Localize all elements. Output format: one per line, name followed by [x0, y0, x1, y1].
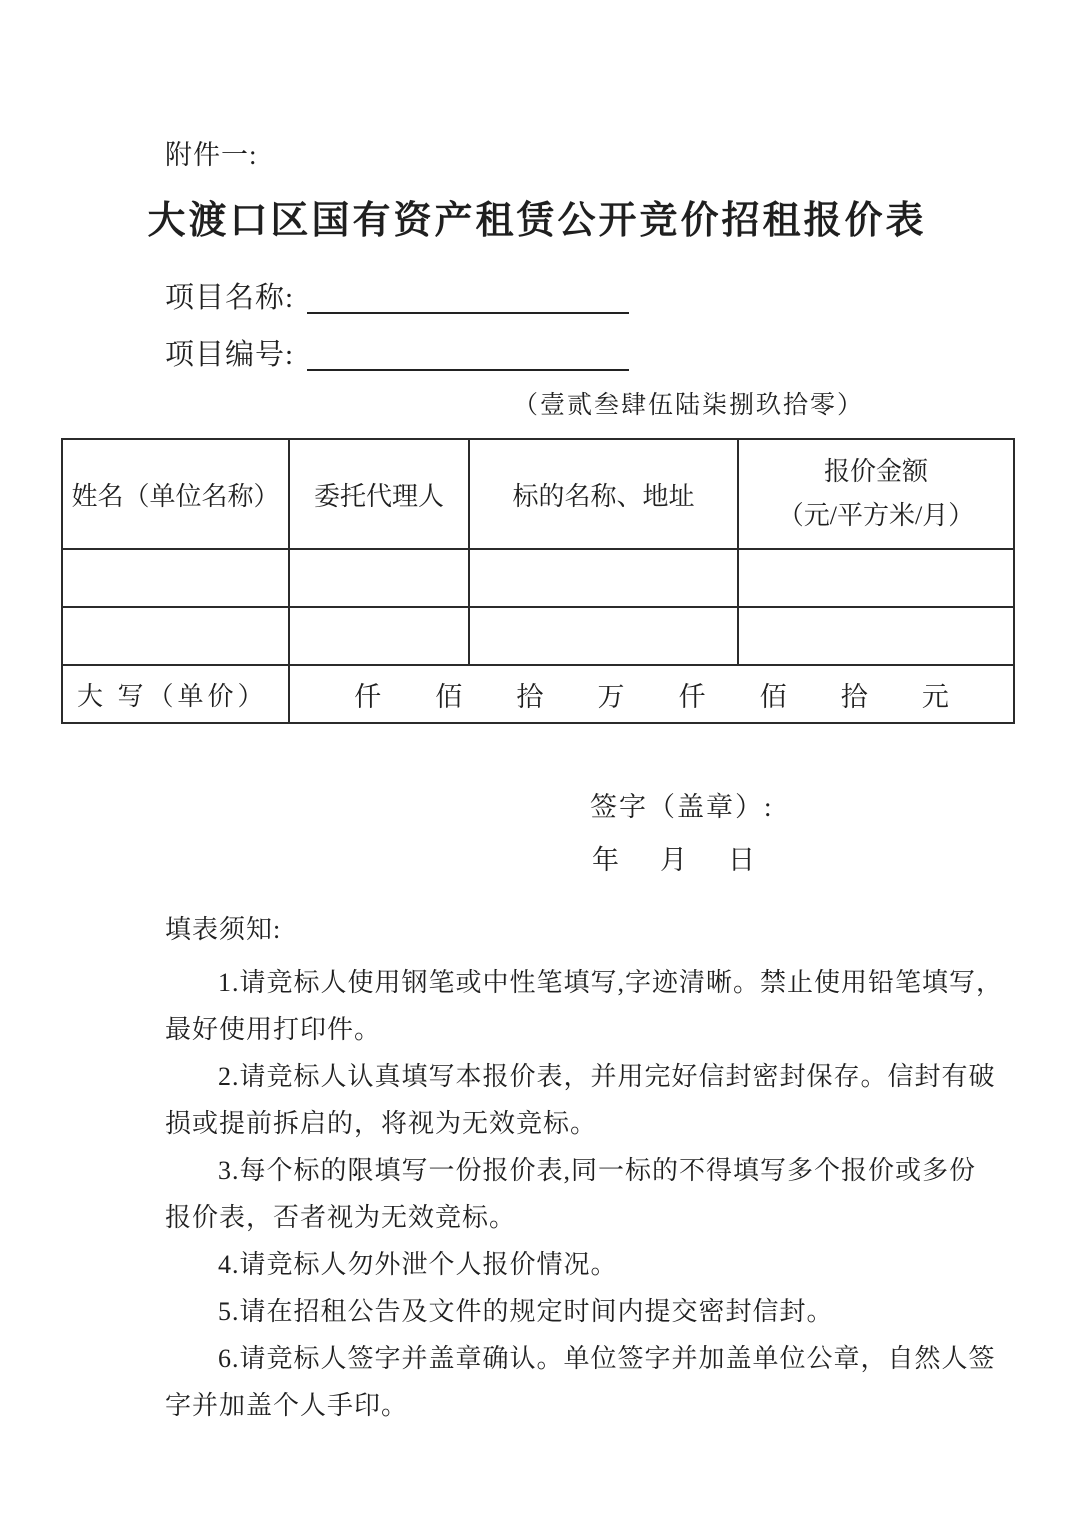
date-line [592, 841, 1013, 879]
quotation-table [61, 438, 1015, 724]
cell-agent[interactable] [289, 607, 469, 665]
note-line: 损或提前拆启的，将视为无效竞标。 [165, 1109, 598, 1138]
cell-subject[interactable] [469, 607, 738, 665]
attachment-label: 附件一: [165, 140, 258, 170]
header-price [738, 439, 1014, 549]
signature-label: 签字（盖章）: [590, 792, 774, 822]
project-number-row [165, 333, 1013, 377]
unit-qian2: 仟 [678, 681, 706, 712]
table-row [62, 607, 1014, 665]
unit-bai1: 佰 [435, 681, 463, 712]
amount-in-words-label: 大 写（单价） [62, 665, 289, 723]
note-line: 最好使用打印件。 [165, 1015, 382, 1044]
unit-shi2: 拾 [840, 681, 868, 712]
date-month-label: 月 [660, 845, 687, 875]
header-subject: 标的名称、地址 [469, 439, 738, 549]
table-row [62, 549, 1014, 607]
project-name-blank[interactable] [307, 283, 629, 314]
project-number-label: 项目编号: [165, 339, 295, 371]
note-line: 5.请在招租公告及文件的规定时间内提交密封信封。 [218, 1297, 834, 1326]
note-line: 4.请竞标人勿外泄个人报价情况。 [218, 1250, 618, 1279]
cell-subject[interactable] [469, 549, 738, 607]
note-line: 1.请竞标人使用钢笔或中性笔填写,字迹清晰。禁止使用铅笔填写， [218, 968, 1004, 997]
note-line: 6.请竞标人签字并盖章确认。单位签字并加盖单位公章，自然人签 [218, 1344, 996, 1373]
note-item [165, 1335, 996, 1429]
note-item [165, 1053, 996, 1147]
unit-shi1: 拾 [516, 681, 544, 712]
cell-price[interactable] [738, 549, 1014, 607]
unit-yuan: 元 [921, 681, 949, 712]
notes-section [165, 959, 1004, 1429]
notes-heading: 填表须知: [165, 915, 282, 944]
amount-in-words-row [62, 665, 1014, 723]
unit-wan: 万 [597, 681, 625, 712]
cell-price[interactable] [738, 607, 1014, 665]
note-line: 2.请竞标人认真填写本报价表，并用完好信封密封保存。信封有破 [218, 1062, 996, 1091]
capital-numerals-note: （壹贰叁肆伍陆柒捌玖拾零） [513, 392, 865, 419]
project-name-label: 项目名称: [165, 282, 295, 314]
note-item [165, 1147, 977, 1241]
unit-qian1: 仟 [354, 681, 382, 712]
note-line: 报价表，否者视为无效竞标。 [165, 1203, 517, 1232]
header-name: 姓名（单位名称） [62, 439, 289, 549]
table-header-row [62, 439, 1014, 549]
page-title: 大渡口区国有资产租赁公开竞价招租报价表 [147, 200, 927, 242]
note-item [165, 1288, 971, 1335]
note-item [165, 1241, 971, 1288]
header-agent: 委托代理人 [289, 439, 469, 549]
cell-name[interactable] [62, 607, 289, 665]
note-line: 字并加盖个人手印。 [165, 1391, 409, 1420]
project-number-blank[interactable] [307, 340, 629, 371]
header-price-line1: 报价金额 [823, 457, 928, 486]
cell-name[interactable] [62, 549, 289, 607]
header-price-line2: （元/平方米/月） [777, 501, 975, 530]
cell-agent[interactable] [289, 549, 469, 607]
amount-in-words-cell[interactable] [289, 665, 1014, 723]
note-item [165, 959, 1004, 1053]
date-day-label: 日 [728, 845, 755, 875]
project-name-row [165, 276, 1013, 320]
unit-scale [290, 675, 1013, 714]
note-line: 3.每个标的限填写一份报价表,同一标的不得填写多个报价或多份 [218, 1156, 977, 1185]
unit-bai2: 佰 [759, 681, 787, 712]
date-year-label: 年 [592, 845, 619, 875]
